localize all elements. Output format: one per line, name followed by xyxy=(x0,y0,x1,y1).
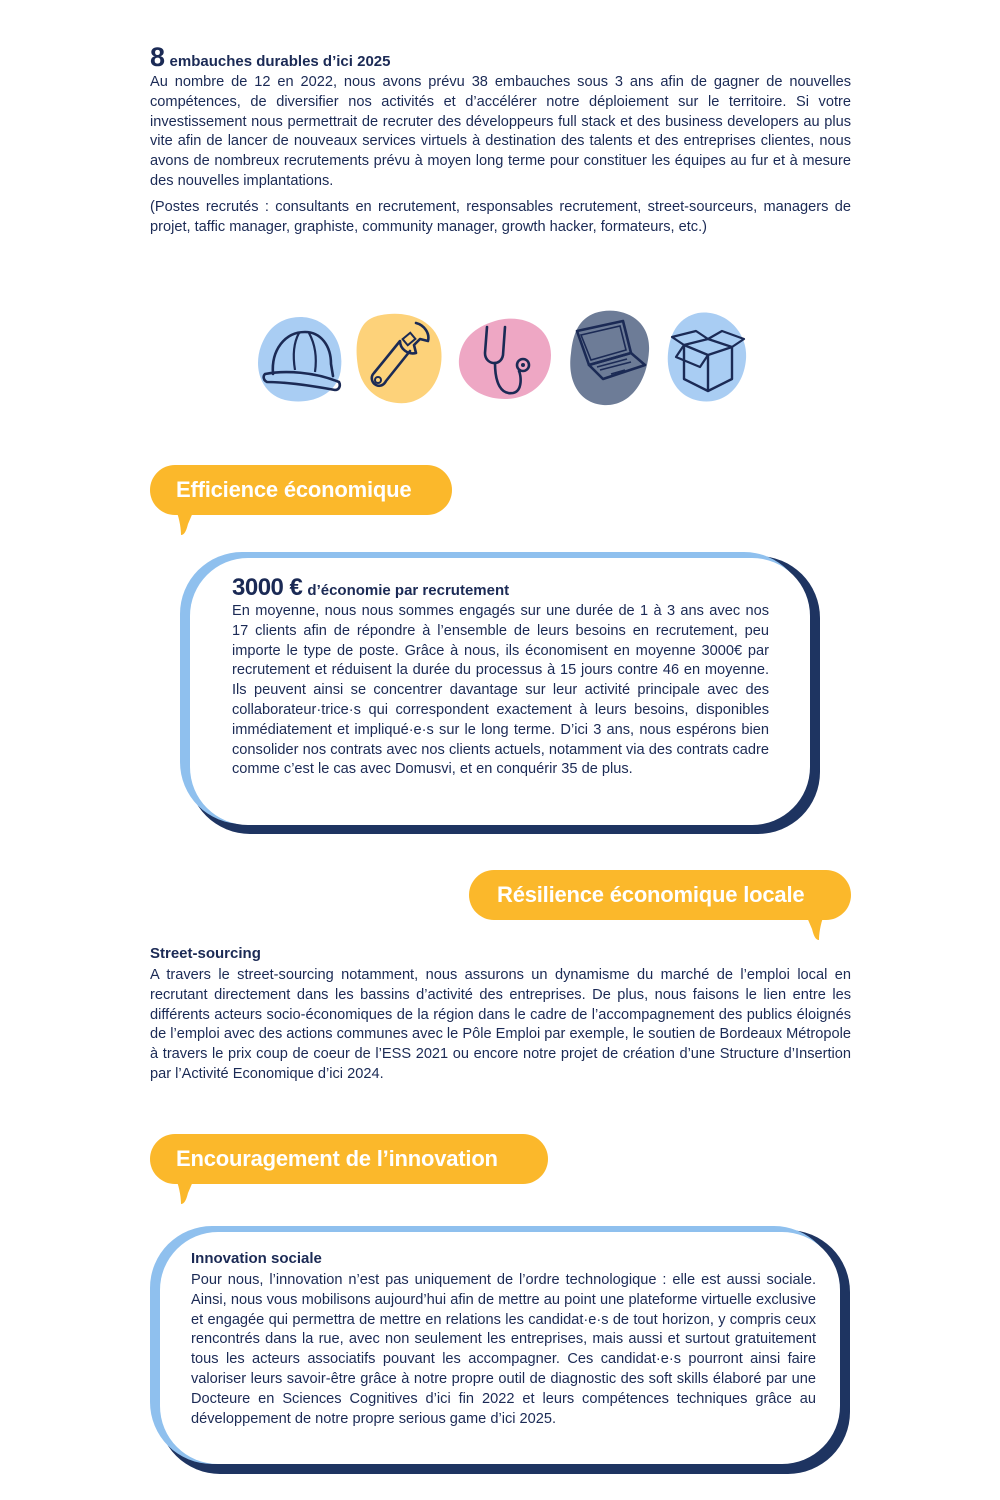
box-icon xyxy=(664,309,750,405)
laptop-icon xyxy=(565,307,655,409)
efficiency-title: d’économie par recrutement xyxy=(307,582,510,599)
innovation-content xyxy=(191,1250,816,1429)
resilience-pill-tail xyxy=(804,915,824,941)
hires-heading xyxy=(150,42,851,73)
efficiency-pill-tail xyxy=(176,510,196,536)
hires-positions-paragraph: (Postes recrutés : consultants en recrutement, responsables recrutement, street-sourceurs, managers de projet, taffic manager, graphiste, community manager, growth hacker, formateurs, etc.) xyxy=(150,198,851,235)
efficiency-number: 3000 € xyxy=(232,574,303,601)
innovation-pill-tail xyxy=(176,1179,196,1205)
wrench-icon xyxy=(354,309,444,405)
hard-hat-icon xyxy=(255,310,347,406)
efficiency-pill: Efficience économique xyxy=(150,465,452,515)
resilience-content xyxy=(150,945,851,1085)
icons-row xyxy=(250,305,750,415)
innovation-title: Innovation sociale xyxy=(191,1250,322,1267)
hires-title: embauches durables d’ici 2025 xyxy=(169,53,391,70)
resilience-title: Street-sourcing xyxy=(150,945,261,962)
hires-number: 8 xyxy=(150,42,165,72)
efficiency-body: En moyenne, nous nous sommes engagés sur une durée de 1 à 3 ans avec nos 17 clients afin de répondre à l’ensemble de leurs besoins en recrutement, peu importe le type de poste. Grâce à nous, ils économisent en moyenne 3000€ par recrutement et réduisent la durée du processus à 15 jours contre 46 en moyenne. Ils peuvent ainsi se concentrer davantage sur leur activité principale avec des collaborateur·trice·s qui correspondent exactement à leurs besoins, disponibles immédiatement et impliqué·e·s sur le long terme. D’ici 3 ans, nous espérons bien consolider nos contrats avec nos clients actuels, notamment via des contrats cadre comme c’est le cas avec Domusvi, et en conquérir 35 de plus. xyxy=(232,603,769,778)
hires-paragraph: Au nombre de 12 en 2022, nous avons prévu 38 embauches sous 3 ans afin de gagner de nouvelles compétences, de diversifier nos activités et d’accélérer notre déploiement sur le territoire. Si votre investissement nous permettrait de recruter des développeurs full stack et des business developers au plus vite afin de lancer de nouveaux services virtuels à destination des talents et des entreprises clientes, nous avons de nombreux recrutements prévu à moyen long terme pour constituer les équipes au fur et à mesure des nouvelles implantations. xyxy=(150,74,851,189)
stethoscope-icon xyxy=(455,315,555,405)
efficiency-content xyxy=(232,574,769,780)
resilience-body: A travers le street-sourcing notamment, nous assurons un dynamisme du marché de l’emploi local en recrutant directement dans les bassins d’activité des entreprises. De plus, nous faisons le lien entre les différents acteurs socio-économiques de la région dans le cadre de l’accompagnement des publics éloignés de l’emploi avec des actions communes avec le Pôle Emploi par exemple, le soutien de Bordeaux Métropole à travers le prix coup de coeur de l’ESS 2021 ou encore notre projet de création d’une Structure d’Insertion par l’Activité Economique d’ici 2024. xyxy=(150,967,851,1082)
hires-section xyxy=(150,42,851,237)
innovation-pill: Encouragement de l’innovation xyxy=(150,1134,548,1184)
efficiency-heading xyxy=(232,574,769,602)
resilience-pill: Résilience économique locale xyxy=(469,870,851,920)
innovation-body: Pour nous, l’innovation n’est pas uniquement de l’ordre technologique : elle est aussi sociale. Ainsi, nous vous mobilisons aujourd’hui afin de mettre au point une plateforme virtuelle exclusive et engagée qui permettra de mettre en relations les candidat·e·s de tout horizon, y compris ceux rencontrés dans la rue, avec non seulement les entreprises, mais aussi et surtout gratuitement tous les acteurs associatifs pouvant les accompagner. Ces candidat·e·s pourront ainsi faire valoriser leurs savoir-être grâce à notre propre outil de diagnostic des soft skills élaboré par une Docteure en Sciences Cognitives d’ici fin 2022 et leurs compétences techniques grâce au développement de notre propre serious game d’ici 2025. xyxy=(191,1272,816,1427)
